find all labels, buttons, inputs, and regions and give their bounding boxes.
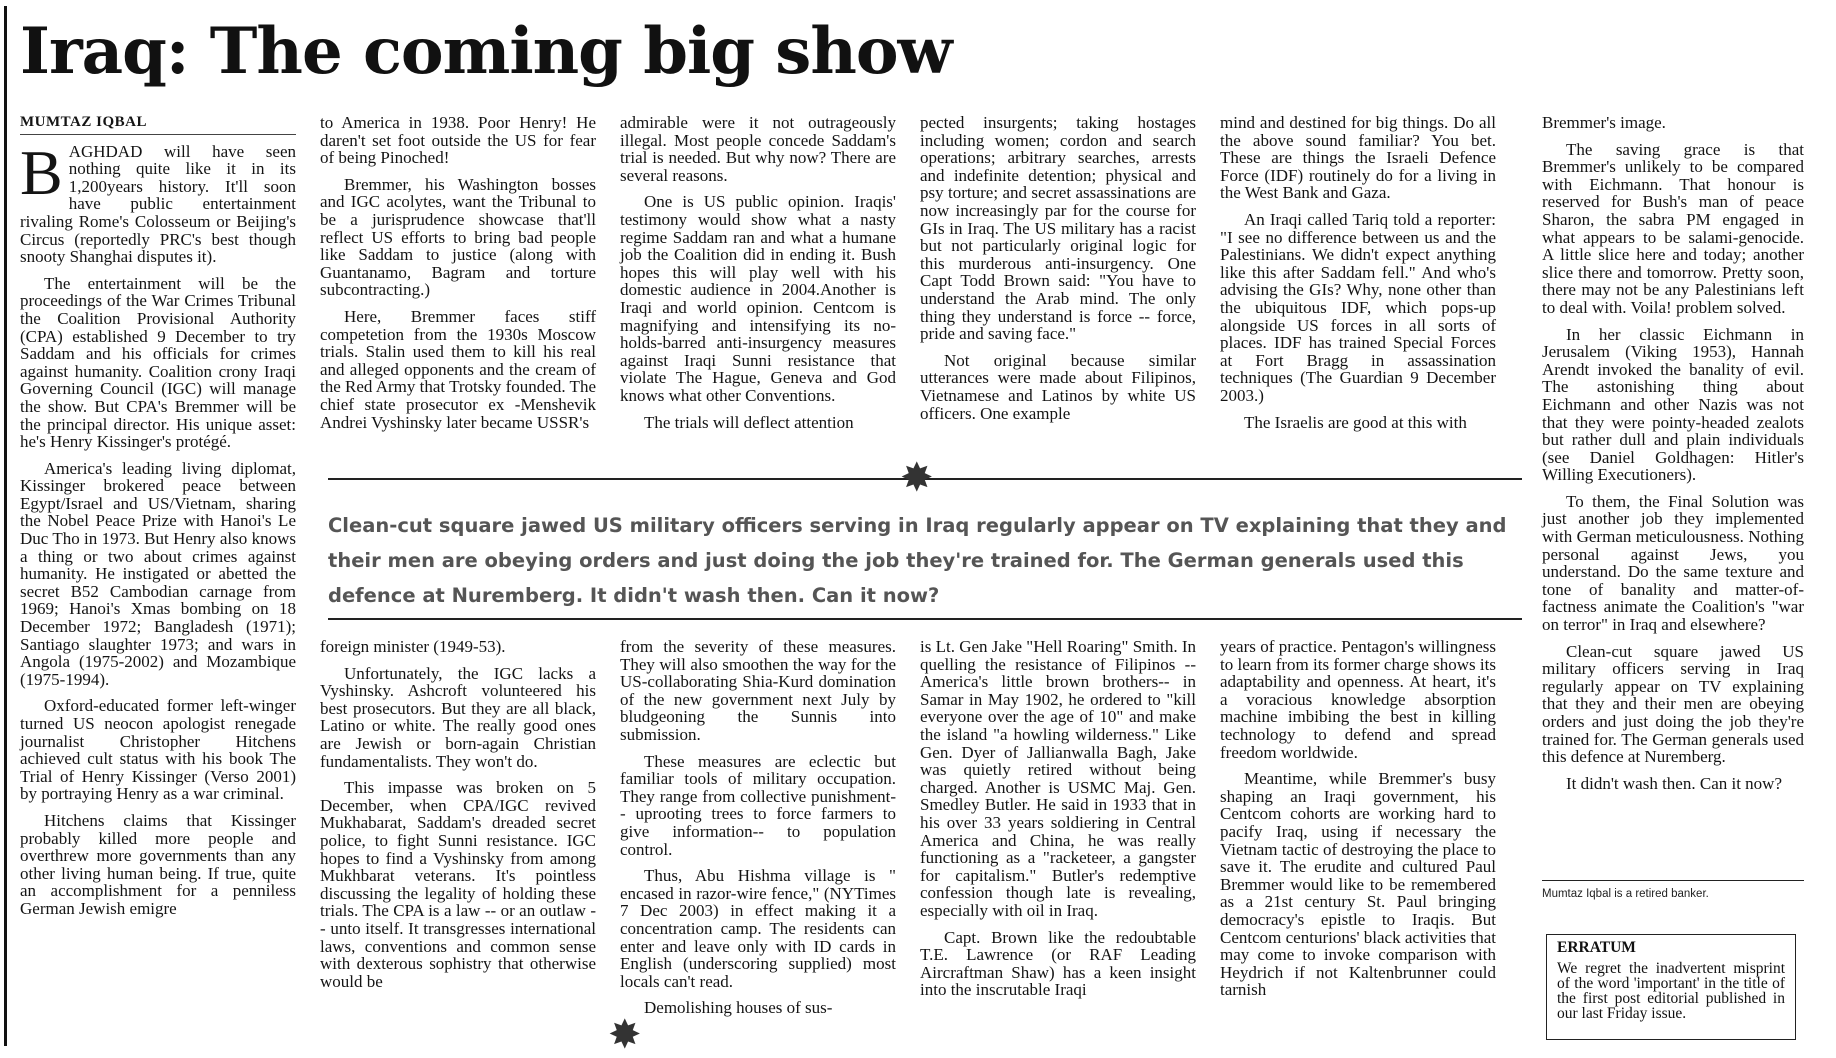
column-5-top <box>1220 114 1496 440</box>
paragraph: Capt. Brown like the redoubtable T.E. Lawrence (or RAF Leading Aircraftman Shaw) has a keen insight into the inscrutable Iraqi <box>920 927 1196 1000</box>
column-4-bottom <box>920 638 1196 1008</box>
paragraph: Meantime, while Bremmer's busy shaping an Iraqi government, his Centcom cohorts are working hard to pacify Iraq, using if necessary the Vietnam tactic of destroying the place to save it. The erudite and cultured Paul Bremmer would like to be remembered as a 21st century St. Paul bringing democracy's epistle to Iraqis. But Centcom centurions' black activities that may come to invoke comparison with Heydrich if not Kaltenbrunner could tarnish <box>1220 769 1496 1000</box>
paragraph: In her classic Eichmann in Jerusalem (Viking 1953), Hannah Arendt invoked the banality of evil. The astonishing thing about Eichmann and other Nazis was not that they were pointy-headed zealots but rather dull and plain individuals (see Daniel Goldhagen: Hitler's Willing Executioners). <box>1542 324 1804 485</box>
credit-rule <box>1542 880 1804 881</box>
paragraph: Bremmer's image. <box>1542 113 1666 132</box>
author-credit: Mumtaz Iqbal is a retired banker. <box>1542 888 1709 900</box>
pull-quote: Clean-cut square jawed US military officers serving in Iraq regularly appear on TV explaining that they and their men are obeying orders and just doing the job they're trained for. The German generals used this defence at Nuremberg. It didn't wash then. Can it now? <box>328 514 1507 607</box>
paragraph: Bremmer, his Washington bosses and IGC acolytes, want the Tribunal to be a jurisprudence showcase that'll reflect US efforts to bring bad people like Saddam to justice (along with Guantanamo, Bagram and torture subcontracting.) <box>320 174 596 300</box>
pullquote-bottom-rule <box>328 618 1522 620</box>
paragraph: It didn't wash then. Can it now? <box>1566 773 1783 793</box>
paragraph: The saving grace is that Bremmer's unlikely to be compared with Eichmann. That honour is reserved for Bush's man of peace Sharon, the sabra PM engaged in what appears to be salami-genocide. A little slice here and today; another slice there and tomorrow. Pretty soon, there may not be any Palestinians left to deal with. Voila! problem solved. <box>1542 139 1804 317</box>
paragraph: The Israelis are good at this with <box>1244 412 1467 432</box>
paragraph: from the severity of these measures. They will also smoothen the way for the US-collaborating Shia-Kurd domination of the new government next July by bludgeoning the Sunnis into submission. <box>620 637 896 744</box>
column-6 <box>1542 114 1804 801</box>
paragraph: is Lt. Gen Jake "Hell Roaring" Smith. In quelling the resistance of Filipinos -- America's little brown brothers-- in Samar in May 1902, he ordered to "kill everyone over the age of 10" and make the island "a howling wilderness." Like Gen. Dyer of Jallianwalla Bagh, Jake was quietly retired without being charged. Another is USMC Maj. Gen. Smedley Butler. He said in 1933 that in his over 33 years soldiering in Central America and China, he was really functioning as a "racketeer, a gangster for capitalism." Butler's redemptive confession though late is revealing, especially with oil in Iraq. <box>920 637 1196 920</box>
column-5-bottom <box>1220 638 1496 1008</box>
paragraph: years of practice. Pentagon's willingness to learn from its former charge shows its adaptability and openness. At heart, it's a voracious knowledge absorption machine imbibing the best in killing technology to defend and spread freedom worldwide. <box>1220 637 1496 762</box>
left-border-rule <box>4 6 7 1046</box>
paragraph: The trials will deflect attention <box>644 412 854 432</box>
column-4-top <box>920 114 1196 431</box>
paragraph: Clean-cut square jawed US military officers serving in Iraq regularly appear on TV explaining that they and their men are obeying orders and just doing the job they're trained for. The German generals used this defence at Nuremberg. <box>1542 641 1804 767</box>
lead-paragraph: BAGHDAD will have seen nothing quite like it in its 1,200years history. It'll soon have public entertainment rivaling Rome's Colosseum or Beijing's Circus (reportedly PRC's best though snooty Shanghai disputes it). <box>20 136 296 267</box>
paragraph: To them, the Final Solution was just another job they implemented with German meticulousness. Nothing personal against Jews, you understand. Do the same texture and tone of banality and matter-of-factness animate the Coalition's "war on terror" in Iraq and elsewhere? <box>1542 491 1804 635</box>
paragraph: This impasse was broken on 5 December, when CPA/IGC revived Mukhabarat, Saddam's dreaded secret police, to fight Sunni resistance. IGC hopes to find a Vyshinsky from among Mukhbarat veterans. It's pointless discussing the legality of holding these trials. The CPA is a law -- or an outlaw -- unto itself. It transgresses international laws, conventions and common sense with dexterous sophistry that otherwise would be <box>320 778 596 991</box>
paragraph: One is US public opinion. Iraqis' testimony would show what a nasty regime Saddam ran and what a humane job the Coalition did in ending it. Bush hopes this will play well with his domestic audience in 2004.Another is Iraqi and world opinion. Centcom is magnifying and intensifying its no-holds-barred anti-insurgency measures against Iraqi Sunni resistance that violate The Hague, Geneva and God knows what other Conventions. <box>620 192 896 405</box>
column-1 <box>20 114 296 927</box>
paragraph: The entertainment will be the proceedings of the War Crimes Tribunal the Coalition Provisional Authority (CPA) established 9 December to try Saddam and his officials for crimes against humanity. Coalition crony Iraqi Governing Council (IGC) will manage the show. But CPA's Bremmer will be the principal director. His unique asset: he's Henry Kissinger's protégé. <box>20 273 296 452</box>
paragraph: Thus, Abu Hishma village is " encased in razor-wire fence," (NYTimes 7 Dec 2003) in effect making it a concentration camp. The residents can enter and leave only with ID cards in English (underscoring supplied) most locals can't read. <box>620 866 896 991</box>
column-2-bottom <box>320 638 596 999</box>
paragraph: to America in 1938. Poor Henry! He daren't set foot outside the US for fear of being Pinoched! <box>320 113 596 168</box>
erratum-title: ERRATUM <box>1557 939 1636 956</box>
starburst-icon: ✸ <box>900 455 934 501</box>
byline: MUMTAZ IQBAL <box>20 114 296 135</box>
paragraph: foreign minister (1949-53). <box>320 637 506 656</box>
paragraph: admirable were it not outrageously illegal. Most people concede Saddam's trial is needed. But why now? There are several reasons. <box>620 113 896 185</box>
column-3-bottom <box>620 638 896 1026</box>
paragraph: Oxford-educated former left-winger turned US neocon apologist renegade journalist Christopher Hitchens achieved cult status with his book The Trial of Henry Kissinger (Verso 2001) by portraying Henry as a war criminal. <box>20 696 296 804</box>
column-2-top <box>320 114 596 440</box>
headline: Iraq: The coming big show <box>20 14 952 89</box>
paragraph: An Iraqi called Tariq told a reporter: "I see no difference between us and the Palestinians. We didn't expect anything like this after Saddam fell." And who's advising the GIs? Why, none other than the ubiquitous IDF, which pops-up alongside US forces in all sorts of places. IDF has trained Special Forces at Fort Bragg in assassination techniques (The Guardian 9 December 2003.) <box>1220 209 1496 405</box>
column-3-top <box>620 114 896 440</box>
starburst-icon: ✸ <box>608 1012 642 1058</box>
paragraph: mind and destined for big things. Do all the above sound familiar? You bet. These are things the Israeli Defence Force (IDF) routinely do for a living in the West Bank and Gaza. <box>1220 113 1496 203</box>
drop-cap: B <box>20 136 63 208</box>
paragraph: Here, Bremmer faces stiff competetion from the 1930s Moscow trials. Stalin used them to kill his real and alleged opponents and the cream of the Red Army that Trotsky founded. The chief state prosecutor ex -Menshevik Andrei Vyshinsky later became USSR's <box>320 306 596 432</box>
erratum-text: We regret the inadvertent misprint of the word 'important' in the title of the first post editorial published in our last Friday issue. <box>1557 960 1785 1022</box>
paragraph: Hitchens claims that Kissinger probably killed more people and overthrew more governments than any other living human being. If true, quite an accomplishment for a penniless German Jewish emigre <box>20 810 296 918</box>
paragraph: pected insurgents; taking hostages including women; cordon and search operations; arbitrary searches, arrests and indefinite detention; physical and psy torture; and secret assassinations are now increasingly par for the course for GIs in Iraq. The US military has a racist but not particularly original logic for this murderous anti-insurgency. One Capt Todd Brown said: "You have to understand the Arab mind. The only thing they understand is force -- force, pride and saving face." <box>920 113 1196 344</box>
erratum-box <box>1546 934 1796 1040</box>
paragraph: These measures are eclectic but familiar tools of military occupation. They range from collective punishment-- uprooting trees to force farmers to give information-- to population control. <box>620 751 896 859</box>
paragraph: Demolishing houses of sus- <box>644 998 833 1018</box>
paragraph: Not original because similar utterances were made about Filipinos, Vietnamese and Latinos by white US officers. One example <box>920 350 1196 423</box>
paragraph: Unfortunately, the IGC lacks a Vyshinsky. Ashcroft volunteered his best prosecutors. But they are all black, Latino or white. The really good ones are Jewish or born-again Christian fundamentalists. They won't do. <box>320 663 596 771</box>
paragraph: America's leading living diplomat, Kissinger brokered peace between Egypt/Israel and US/Vietnam, sharing the Nobel Peace Prize with Hanoi's Le Duc Tho in 1973. But Henry also knows a thing or two about crimes against humanity. He instigated or abetted the secret B52 Cambodian carnage from 1969; Hanoi's Xmas bombing on 18 December 1972; Bangladesh (1971); Santiago slaughter 1973; and wars in Angola (1975-2002) and Mozambique (1975-1994). <box>20 458 296 689</box>
